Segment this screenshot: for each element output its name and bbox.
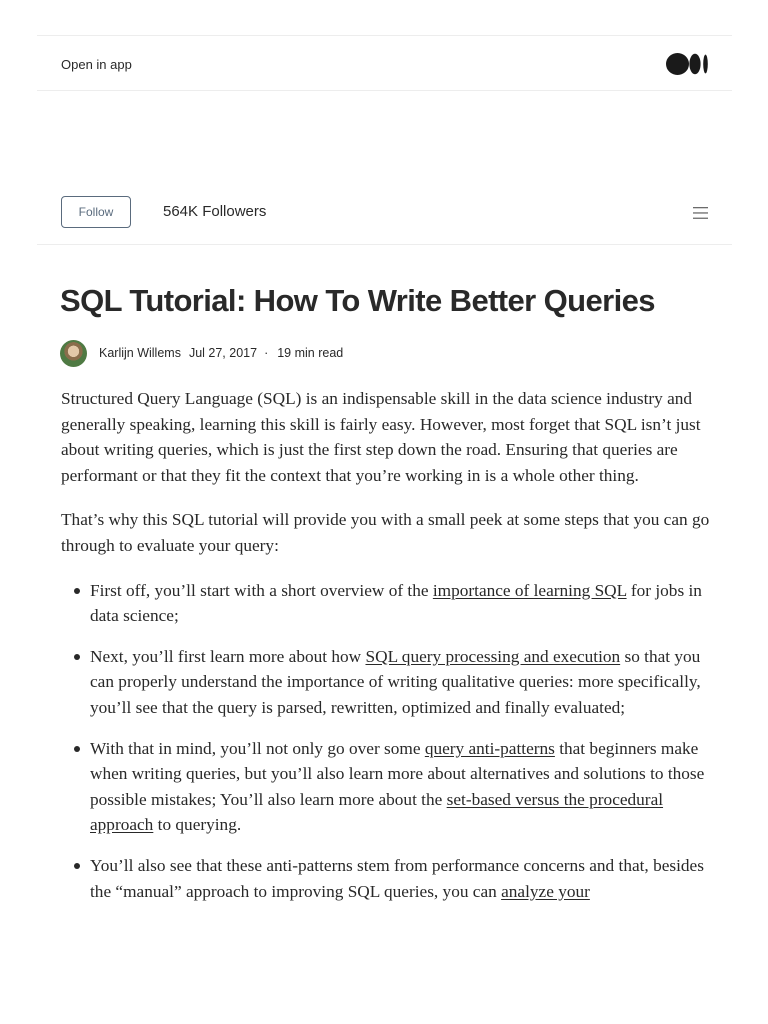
- list-item: [90, 853, 721, 904]
- list-item-text: Next, you’ll first learn more about how: [90, 646, 366, 666]
- medium-logo-icon[interactable]: [666, 53, 710, 75]
- list-item-text: to querying.: [153, 815, 242, 835]
- article-body: [61, 386, 721, 919]
- list-item-text: First off, you’ll start with a short overview of the: [90, 580, 433, 600]
- read-time: 19 min read: [277, 346, 344, 360]
- list-item: [90, 578, 721, 629]
- paragraph-2: That’s why this SQL tutorial will provide you with a small peek at some steps that you can go through to evaluate your query:: [61, 510, 710, 555]
- author-avatar[interactable]: [60, 340, 87, 367]
- query-anti-patterns-link[interactable]: query anti-patterns: [424, 738, 555, 758]
- paragraph-1: Structured Query Language (SQL) is an indispensable skill in the data science industry and generally speaking, learning this skill is fairly easy. However, most forget that SQL isn’t just about writing queries, which is just the first step down the road. Ensuring that queries are performant or that they fit the context that you’re working in is a whole other thing.: [61, 389, 701, 485]
- list-item: [90, 644, 721, 721]
- article-title: SQL Tutorial: How To Write Better Queries: [60, 283, 655, 318]
- list-item: [90, 736, 721, 838]
- publish-date: Jul 27, 2017: [188, 346, 258, 360]
- list-item-text: that beginners make when writing queries, but you’ll also learn more about alternatives and solutions to those possible mistakes; You’ll also learn more about the: [90, 738, 705, 809]
- list-item-text: With that in mind, you’ll not only go over some: [90, 738, 425, 758]
- author-name-link[interactable]: Karlijn Willems: [99, 346, 181, 360]
- list-item-text: You’ll also see that these anti-patterns stem from performance concerns and that, besides the “manual” approach to improving SQL queries, you can: [90, 855, 704, 901]
- list-item-text: so that you can properly understand the importance of writing qualitative queries: more specifically, you’ll see that the query is parsed, rewritten, optimized and finally evaluated;: [90, 646, 701, 717]
- byline: [60, 339, 343, 367]
- importance-of-learning-sql-link[interactable]: importance of learning SQL: [432, 580, 627, 600]
- steps-list: [61, 578, 721, 905]
- analyze-your-link[interactable]: analyze your: [501, 881, 590, 901]
- publication-bar: [37, 182, 732, 245]
- set-based-vs-procedural-link[interactable]: set-based versus the procedural approach: [90, 789, 664, 835]
- hamburger-menu-icon[interactable]: [693, 206, 708, 220]
- sql-query-processing-link[interactable]: SQL query processing and execution: [365, 646, 621, 666]
- top-bar: [37, 35, 732, 91]
- follow-button[interactable]: Follow: [61, 196, 131, 228]
- list-item-text: for jobs in data science;: [90, 580, 702, 626]
- followers-count: 564K Followers: [163, 203, 267, 220]
- byline-separator: ·: [264, 346, 269, 360]
- open-in-app-link[interactable]: Open in app: [61, 57, 132, 72]
